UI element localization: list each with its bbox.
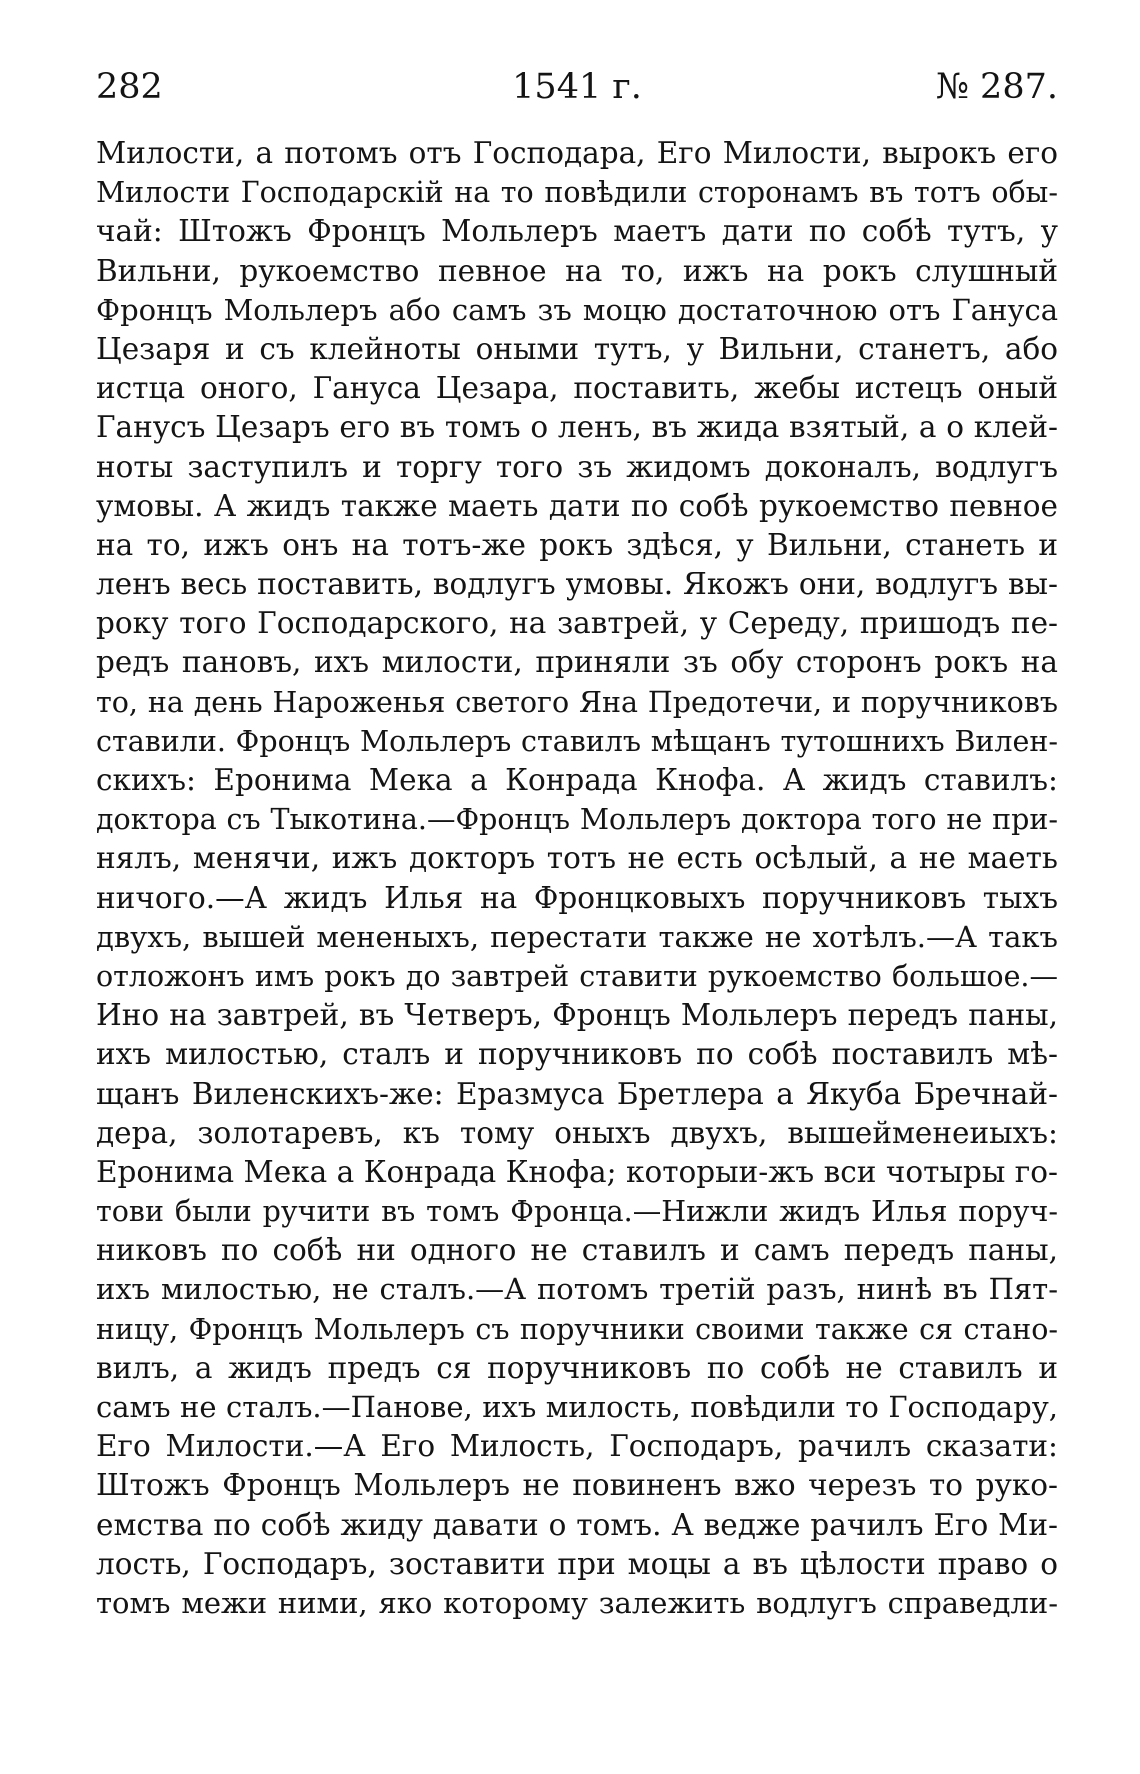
text-line: Цезаря и съ клейноты оными тутъ, у Вильни, станетъ, або <box>96 331 1058 366</box>
text-line: Милости Господарскій на то повѣдили сторонамъ въ тотъ обы- <box>96 176 1058 210</box>
document-page <box>96 62 1058 1752</box>
text-line: доктора съ Тыкотина.—Фронцъ Мольлеръ доктора того не при- <box>96 803 1058 837</box>
year-heading: 1541 г. <box>512 67 642 107</box>
text-line: ленъ весь поставить, водлугъ умовы. Якожъ они, водлугъ вы- <box>96 567 1058 602</box>
text-line: лость, Господаръ, зоставити при моцы а въ цѣлости право о <box>96 1546 1058 1581</box>
text-line: на то, ижъ онъ на тотъ-же рокъ здѣся, у Вильни, станеть и <box>96 527 1058 562</box>
body-text <box>96 134 1058 1623</box>
text-line: ничого.—А жидъ Илья на Фронцковыхъ поручниковъ тыхъ <box>96 880 1058 915</box>
text-line: самъ не сталъ.—Панове, ихъ милость, повѣдили то Господару, <box>96 1390 1058 1424</box>
document-number: № 287. <box>935 67 1058 107</box>
text-line: щанъ Виленскихъ-же: Еразмуса Бретлера а Якуба Бречнай- <box>96 1076 1058 1111</box>
text-line: ихъ милостью, сталъ и поручниковъ по собѣ поставилъ мѣ- <box>96 1037 1058 1072</box>
text-line: нялъ, менячи, ижъ докторъ тотъ не есть осѣлый, а не маеть <box>96 841 1058 876</box>
text-line: вилъ, а жидъ предъ ся поручниковъ по собѣ не ставилъ и <box>96 1350 1058 1385</box>
text-line: дера, золотаревъ, къ тому оныхъ двухъ, вышейменеиыхъ: <box>96 1115 1058 1150</box>
text-line: ихъ милостью, не сталъ.—А потомъ третій разъ, нинѣ въ Пят- <box>96 1272 1058 1307</box>
text-line: Фронцъ Мольлеръ або самъ зъ моцю достаточною отъ Гануса <box>96 292 1058 327</box>
text-line: отложонъ имъ рокъ до завтрей ставити рукоемство большое.— <box>96 959 1058 993</box>
page-number: 282 <box>96 67 163 107</box>
text-line: никовъ по собѣ ни одного не ставилъ и самъ передъ паны, <box>96 1233 1058 1268</box>
text-line: истца оного, Гануса Цезара, поставить, жебы истецъ оный <box>96 371 1058 406</box>
text-line: тови были ручити въ томъ Фронца.—Нижли жидъ Илья поруч- <box>96 1195 1058 1229</box>
text-line: Его Милости.—А Его Милость, Господаръ, рачилъ сказати: <box>96 1429 1058 1464</box>
text-line: умовы. А жидъ также маеть дати по собѣ рукоемство певное <box>96 488 1058 523</box>
text-line: ставили. Фронцъ Мольлеръ ставилъ мѣщанъ тутошнихъ Вилен- <box>96 724 1058 758</box>
text-line: Милости, а потомъ отъ Господара, Его Милости, вырокъ его <box>96 136 1058 170</box>
text-line: ницу, Фронцъ Мольлеръ съ поручники своими также ся стано- <box>96 1312 1058 1346</box>
text-line: Штожъ Фронцъ Мольлеръ не повиненъ вжо черезъ то руко- <box>96 1468 1058 1503</box>
text-line: двухъ, вышей мененыхъ, перестати также не хотѣлъ.—А такъ <box>96 919 1058 954</box>
text-line: Еронима Мека а Конрада Кнофа; которыи-жъ вси чотыры го- <box>96 1154 1058 1189</box>
page-header <box>96 62 1058 112</box>
text-line: то, на день Нароженья светого Яна Предотечи, и поручниковъ <box>96 685 1058 719</box>
text-line: Ганусъ Цезаръ его въ томъ о ленъ, въ жида взятый, а о клей- <box>96 410 1058 445</box>
text-line: емства по собѣ жиду давати о томъ. А ведже рачилъ Его Ми- <box>96 1507 1058 1542</box>
text-line: скихъ: Еронима Мека а Конрада Кнофа. А жидъ ставилъ: <box>96 763 1058 797</box>
text-line: Ино на завтрей, въ Четверъ, Фронцъ Мольлеръ передъ паны, <box>96 998 1058 1033</box>
text-line: редъ пановъ, ихъ милости, приняли зъ обу сторонъ рокъ на <box>96 645 1058 680</box>
text-line: ноты заступилъ и торгу того зъ жидомъ доконалъ, водлугъ <box>96 449 1058 484</box>
text-line: року того Господарского, на завтрей, у Середу, пришодъ пе- <box>96 606 1058 641</box>
text-line: Вильни, рукоемство певное на то, ижъ на рокъ слушный <box>96 253 1058 288</box>
text-line: томъ межи ними, яко которому залежить водлугъ справедли- <box>96 1585 1058 1620</box>
text-line: чай: Штожъ Фронцъ Мольлеръ маетъ дати по собѣ тутъ, у <box>96 214 1058 249</box>
